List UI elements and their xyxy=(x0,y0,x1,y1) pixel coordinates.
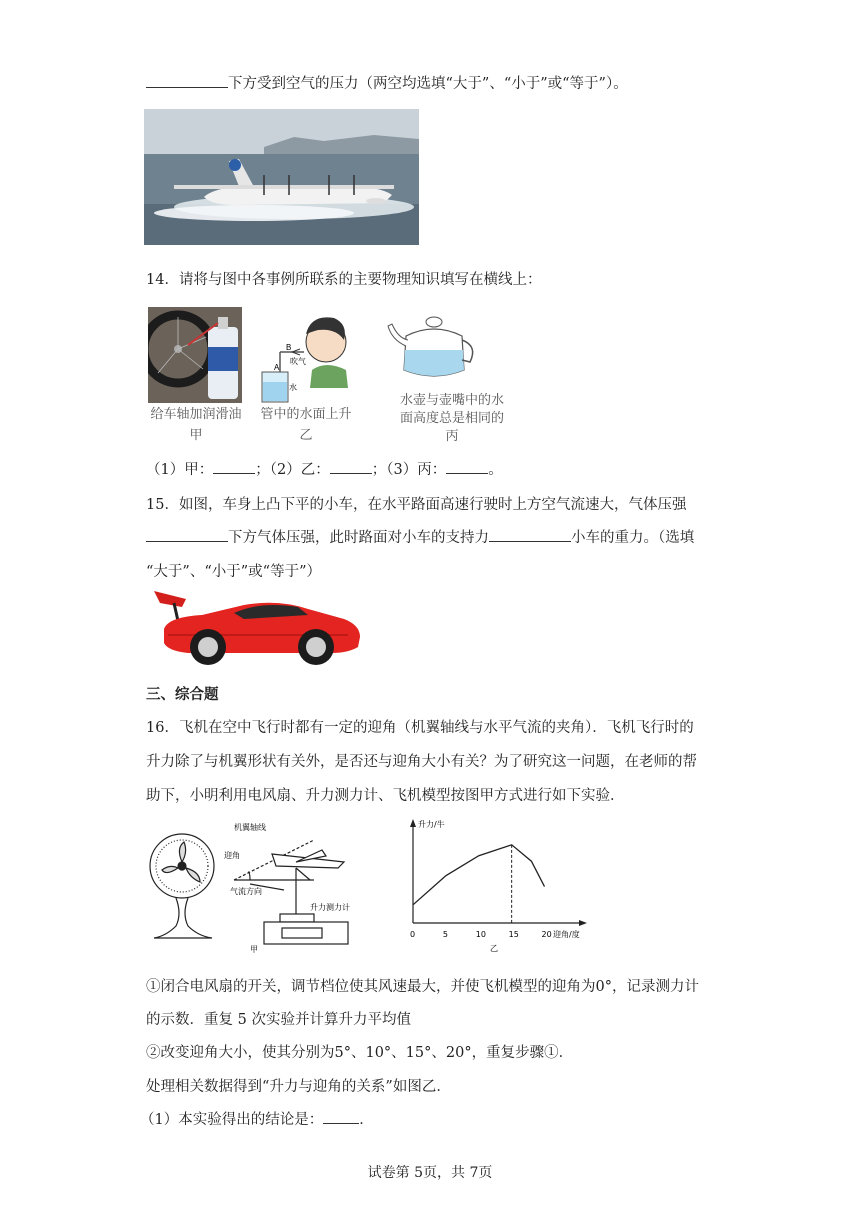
jia-caption: 给车轴加润滑油 xyxy=(150,407,242,422)
answer-blank[interactable] xyxy=(146,527,228,542)
answer-blank[interactable] xyxy=(489,527,571,542)
answer-blank[interactable] xyxy=(323,1109,359,1124)
q16-line3: 助下，小明利用电风扇、升力测力计、飞机模型按图甲方式进行如下实验． xyxy=(146,788,625,804)
step1-line2: 的示数．重复 5 次实验并计算升力平均值 xyxy=(146,1012,411,1028)
fig-jia-flow-label: 气流方向 xyxy=(230,887,262,896)
q16-line1: 16．飞机在空中飞行时都有一定的迎角（机翼轴线与水平气流的夹角）．飞机飞行时的 xyxy=(146,720,694,736)
section-title: 三、综合题 xyxy=(146,686,219,703)
q15-line1: 15．如图，车身上凸下平的小车，在水平路面高速行驶时上方空气流速大，气体压强 xyxy=(146,497,687,513)
answer-blank-yi[interactable] xyxy=(330,459,372,474)
sub1-line: （1）本实验得出的结论是： ． xyxy=(140,1108,374,1129)
step2: ②改变迎角大小，使其分别为5°、10°、15°、20°，重复步骤①． xyxy=(146,1045,574,1061)
bing-label: 丙 xyxy=(445,429,459,444)
x-tick-label: 15 xyxy=(508,930,519,939)
chart-fig-label: 乙 xyxy=(490,944,498,953)
q13-line xyxy=(146,72,628,93)
fig-jia-angle-label: 迎角 xyxy=(224,851,240,860)
process-line: 处理相关数据得到“升力与迎角的关系”如图乙． xyxy=(146,1079,451,1095)
answer-blank-jia[interactable] xyxy=(213,459,255,474)
water-label: 水 xyxy=(289,383,297,392)
fig-jia-axis-label: 机翼轴线 xyxy=(234,823,266,832)
fig-jia-meter-label: 升力测力计 xyxy=(310,903,350,912)
x-tick-label: 10 xyxy=(475,930,486,939)
x-axis-arrow xyxy=(579,920,587,926)
tube-label-a: A xyxy=(274,363,280,372)
bing-caption-1: 水壶与壶嘴中的水 xyxy=(399,393,504,408)
q14-answer-line: （1）甲： ；（2）乙： ；（3）丙： 。 xyxy=(146,458,503,479)
x-tick-label: 0 xyxy=(410,930,416,939)
answer-blank-bing[interactable] xyxy=(446,459,488,474)
q14-stem: 14．请将与图中各事例所联系的主要物理知识填写在横线上： xyxy=(146,272,542,288)
x-tick-label: 5 xyxy=(442,930,448,939)
jia-label: 甲 xyxy=(189,428,203,443)
answer-blank[interactable] xyxy=(146,73,228,88)
lift-curve xyxy=(413,845,545,905)
step1-line1: ①闭合电风扇的开关，调节档位使其风速最大，并使飞机模型的迎角为0°，记录测力计 xyxy=(146,979,699,995)
q15-line2: 下方气体压强，此时路面对小车的支持力 小车的重力。（选填 xyxy=(146,526,694,547)
lift-angle-chart xyxy=(398,815,608,957)
q15-line3: “大于”、“小于”或“等于”） xyxy=(146,564,321,580)
y-axis-label: 升力/牛 xyxy=(418,820,445,829)
q13-text: 下方受到空气的压力（两空均选填“大于”、“小于”或“等于”）。 xyxy=(228,76,628,92)
bing-caption-2: 面高度总是相同的 xyxy=(399,411,504,426)
fan-experiment-diagram xyxy=(146,818,368,954)
seaplane-photo xyxy=(144,109,419,245)
fig-jia-label: 甲 xyxy=(250,945,258,954)
straw-blowing-diagram xyxy=(256,308,356,404)
y-axis-arrow xyxy=(410,819,416,827)
yi-label: 乙 xyxy=(299,428,313,443)
red-car-image xyxy=(148,585,364,667)
bicycle-oil-photo xyxy=(148,307,242,403)
x-tick-label: 20 xyxy=(541,930,552,939)
teapot-diagram xyxy=(386,312,478,384)
page-footer: 试卷第 5页，共 7页 xyxy=(367,1165,493,1181)
blow-label: 吹气 xyxy=(290,357,306,366)
x-axis-label: 迎角/度 xyxy=(553,930,580,939)
tube-label-b: B xyxy=(286,343,292,352)
yi-caption: 管中的水面上升 xyxy=(260,407,352,422)
q16-line2: 升力除了与机翼形状有关外，是否还与迎角大小有关？为了研究这一问题，在老师的帮 xyxy=(146,754,697,770)
